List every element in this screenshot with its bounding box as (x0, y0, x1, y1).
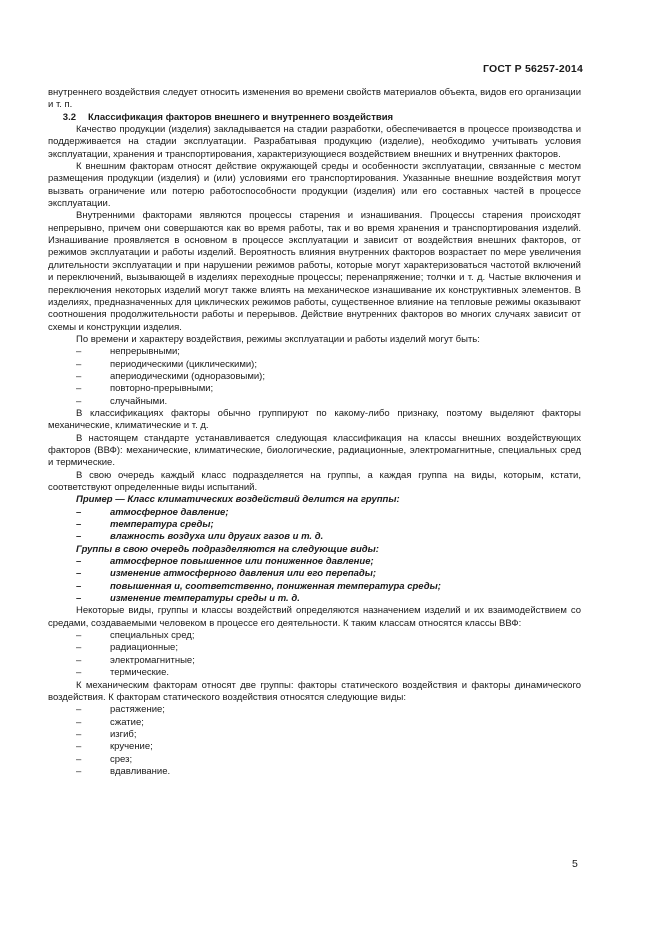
list-item: – термические. (76, 667, 170, 679)
document-code: ГОСТ Р 56257-2014 (482, 63, 583, 75)
paragraph: Внутренними факторами являются процессы старения и изнашивания. Процессы старения происходят непрерывно, причем они совершаются как во время работы, так и во время хранения и транспортирования изделий. Изнашивание проявляется в основном в процессе эксплуатации и зависит от воздействия внешних факторов, от режимов эксплуатации и работы изделий. Вероятность влияния внутренних факторов возрастает по мере увеличения длительности эксплуатации и при нарушении режимов работы, которые могут характеризоваться частотой включений и переключений, вызывающей в изделиях переходные процессы; перенапряжение; толчки и т. д. Частые включения и переключения некоторых изделий могут также влиять на механическое изнашивание их конструктивных элементов. В изделиях, предназначенных для циклических режимов работы, существенное влияние на тепловые режимы оказывают соотношения продолжительности работы и перерывов. Действие внутренних факторов во многих случаях зависит от схемы и конструкции изделия. (48, 210, 581, 333)
paragraph: К механическим факторам относят две группы: факторы статического воздействия и факторы динамического воздействия. К факторам статического воздействия относятся следующие виды: (48, 679, 581, 703)
list-item: – изгиб; (76, 728, 137, 740)
paragraph: По времени и характеру воздействия, режимы эксплуатации и работы изделий могут быть: (76, 333, 480, 345)
section-number: 3.2 (62, 111, 76, 123)
list-item: – повторно-прерывными; (76, 383, 214, 395)
list-item: – периодическими (циклическими); (76, 358, 257, 370)
list-item: – случайными. (76, 395, 168, 407)
example-subtitle: Группы в свою очередь подразделяются на следующие виды: (76, 543, 379, 555)
list-item: – атмосферное повышенное или пониженное давление; (76, 556, 374, 568)
list-item: – специальных сред; (76, 630, 195, 642)
page-number: 5 (572, 858, 578, 870)
list-item: – апериодическими (одноразовыми); (76, 370, 265, 382)
section-title: Классификация факторов внешнего и внутреннего воздействия (88, 111, 394, 123)
paragraph: К внешним факторам относят действие окружающей среды и особенности эксплуатации, связанные с местом размещения продукции (изделия) и (или) условиями его транспортирования. Указанные внешние воздействия могут вызвать ограничение или потерю работоспособности продукции (изделия) или его составных частей в процессе эксплуатации. (48, 161, 581, 210)
paragraph: В свою очередь каждый класс подразделяется на группы, а каждая группа на виды, которым, кстати, соответствуют определенные виды испытаний. (48, 469, 581, 493)
list-item: – срез; (76, 753, 133, 765)
paragraph: В классификациях факторы обычно группируют по какому-либо признаку, поэтому выделяют факторы механические, климатические и т. д. (48, 407, 581, 432)
paragraph: В настоящем стандарте устанавливается следующая классификация на классы внешних воздействующих факторов (ВВФ): механические, климатические, биологические, радиационные, электромагнитные, специальных сред и термические. (48, 432, 581, 469)
paragraph: Некоторые виды, группы и классы воздействий определяются назначением изделий и их взаимодействием со средами, создаваемыми человеком в процессе его деятельности. К таким классам относятся классы ВВФ: (48, 605, 581, 629)
list-item: – растяжение; (76, 704, 165, 716)
list-item: – температура среды; (76, 519, 214, 531)
example-title: Пример — Класс климатических воздействий делится на группы: (76, 494, 400, 506)
list-item: – радиационные; (76, 642, 178, 654)
list-item: – непрерывными; (76, 346, 180, 358)
list-item: – кручение; (76, 741, 153, 753)
list-item: – электромагнитные; (76, 654, 195, 666)
intro-paragraph: внутреннего воздействия следует относить изменения во времени свойств материалов объекта, видов его организации и т. п. (48, 87, 581, 111)
list-item: – атмосферное давление; (76, 506, 229, 518)
list-item: – изменение температуры среды и т. д. (76, 593, 300, 605)
list-item: – влажность воздуха или других газов и т. д. (76, 531, 324, 543)
list-item: – вдавливание. (76, 765, 171, 777)
page-body (48, 87, 581, 778)
list-item: – повышенная и, соответственно, пониженная температура среды; (76, 580, 441, 592)
list-item: – изменение атмосферного давления или его перепады; (76, 568, 377, 580)
section-heading (48, 112, 581, 124)
list-item: – сжатие; (76, 716, 144, 728)
paragraph: Качество продукции (изделия) закладывается на стадии разработки, обеспечивается в процессе производства и поддерживается на стадии эксплуатации. Разрабатывая продукцию (изделие), необходимо учитывать условия эксплуатации, хранения и транспортирования, характеризующиеся воздействием внешних и внутренних факторов. (48, 124, 581, 160)
